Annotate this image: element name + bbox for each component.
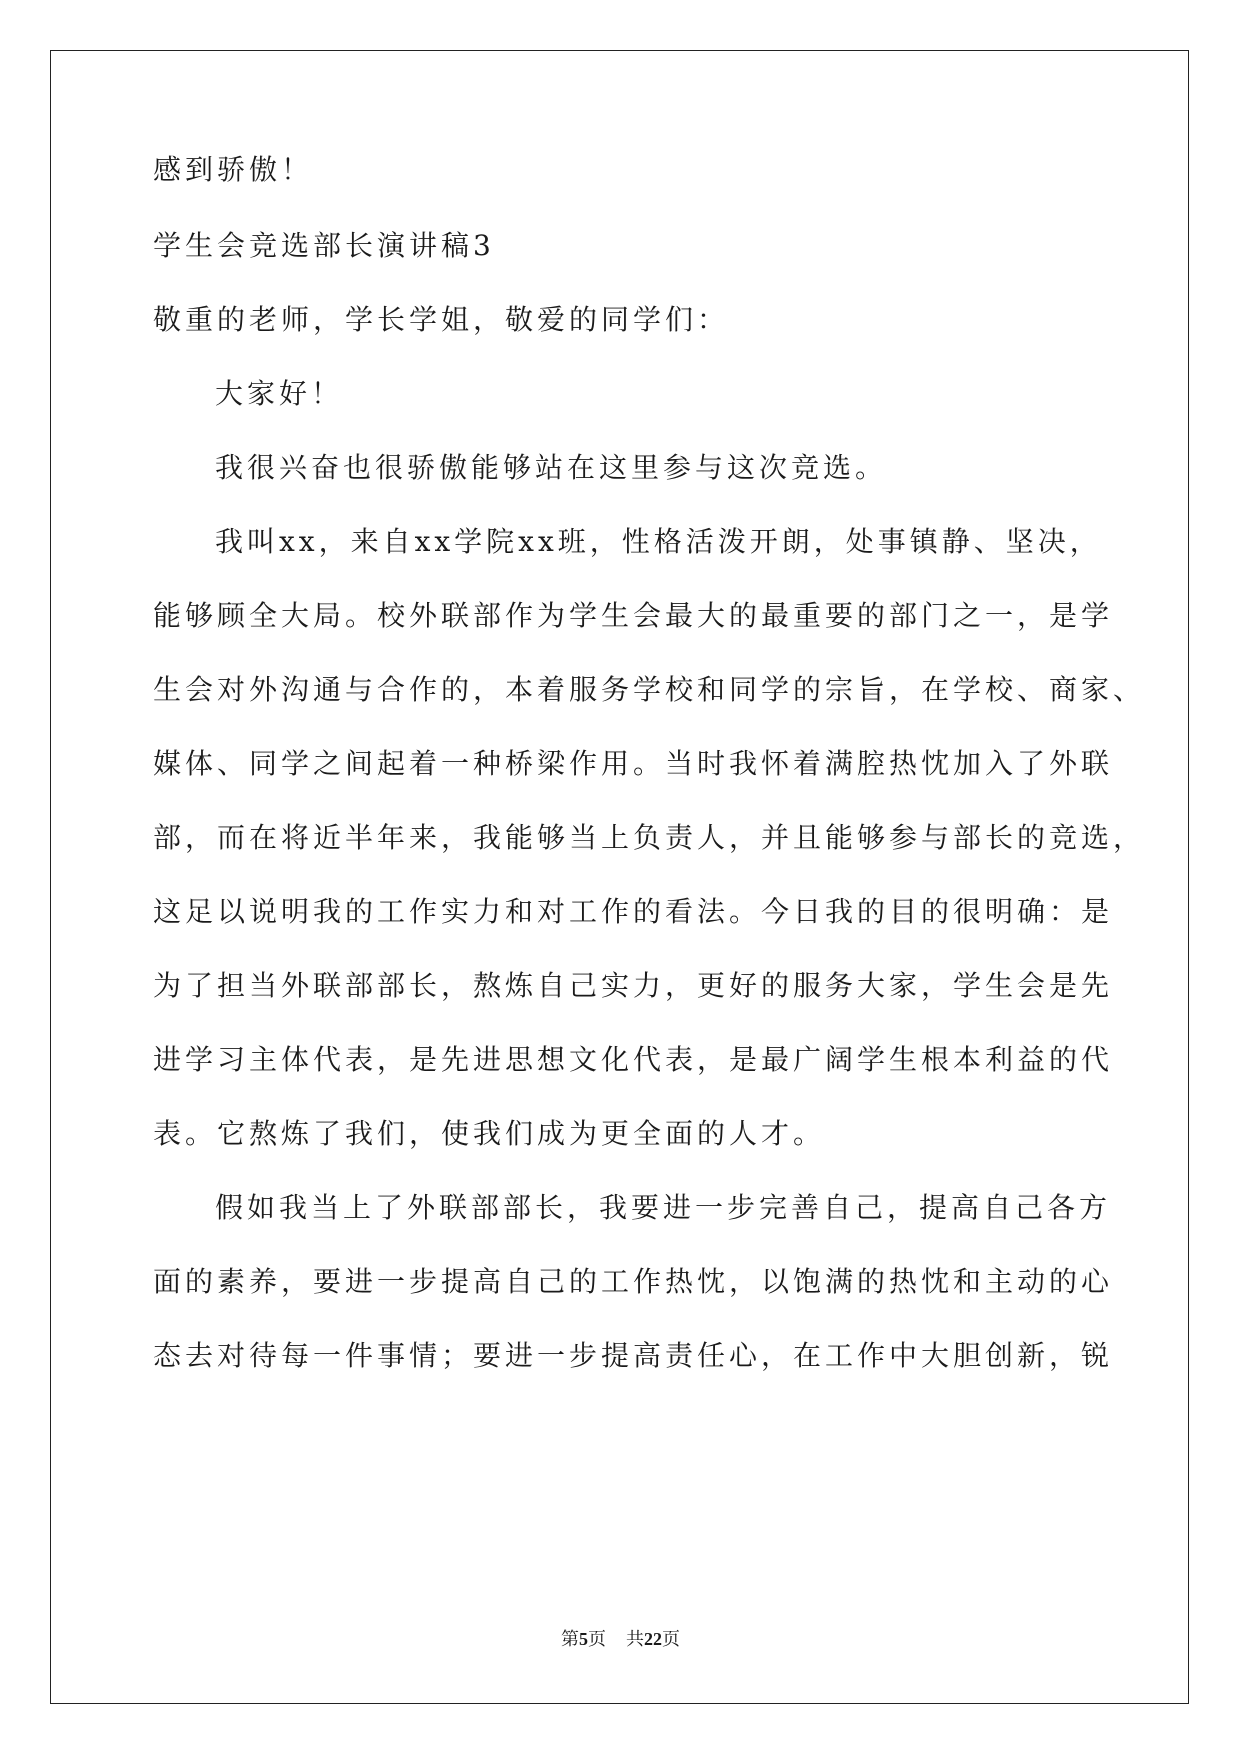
paragraph-line: 部，而在将近半年来，我能够当上负责人，并且能够参与部长的竞选， (153, 821, 1146, 854)
paragraph-line: 面的素养，要进一步提高自己的工作热忱，以饱满的热忱和主动的心 (153, 1265, 1114, 1298)
paragraph-line: 假如我当上了外联部部长，我要进一步完善自己，提高自己各方 (215, 1191, 1112, 1224)
paragraph-line: 表。它熬炼了我们，使我们成为更全面的人才。 (153, 1117, 826, 1150)
text-line: 感到骄傲！ (153, 153, 314, 186)
greeting: 大家好！ (215, 377, 344, 410)
total-prefix: 共 (626, 1629, 644, 1649)
paragraph-line: 能够顾全大局。校外联部作为学生会最大的最重要的部门之一，是学 (153, 599, 1114, 632)
section-title: 学生会竞选部长演讲稿3 (153, 229, 495, 262)
salutation: 敬重的老师，学长学姐，敬爱的同学们： (153, 303, 730, 336)
paragraph-line: 为了担当外联部部长，熬炼自己实力，更好的服务大家，学生会是先 (153, 969, 1114, 1002)
page-footer (0, 1627, 1241, 1651)
paragraph-line: 这足以说明我的工作实力和对工作的看法。今日我的目的很明确：是 (153, 895, 1114, 928)
paragraph-line: 态去对待每一件事情；要进一步提高责任心，在工作中大胆创新，锐 (153, 1339, 1114, 1372)
page-border (50, 50, 1189, 1704)
paragraph-line: 我叫xx，来自xx学院xx班，性格活泼开朗，处事镇静、坚决， (215, 525, 1102, 558)
page-prefix: 第 (561, 1629, 579, 1649)
page-unit: 页 (588, 1629, 606, 1649)
total-unit: 页 (662, 1629, 680, 1649)
paragraph-line: 媒体、同学之间起着一种桥梁作用。当时我怀着满腔热忱加入了外联 (153, 747, 1114, 780)
total-page-number: 22 (644, 1629, 662, 1649)
paragraph-line: 生会对外沟通与合作的，本着服务学校和同学的宗旨，在学校、商家、 (153, 673, 1146, 706)
paragraph-line: 我很兴奋也很骄傲能够站在这里参与这次竞选。 (215, 451, 888, 484)
current-page-number: 5 (579, 1629, 588, 1649)
paragraph-line: 进学习主体代表，是先进思想文化代表，是最广阔学生根本利益的代 (153, 1043, 1114, 1076)
